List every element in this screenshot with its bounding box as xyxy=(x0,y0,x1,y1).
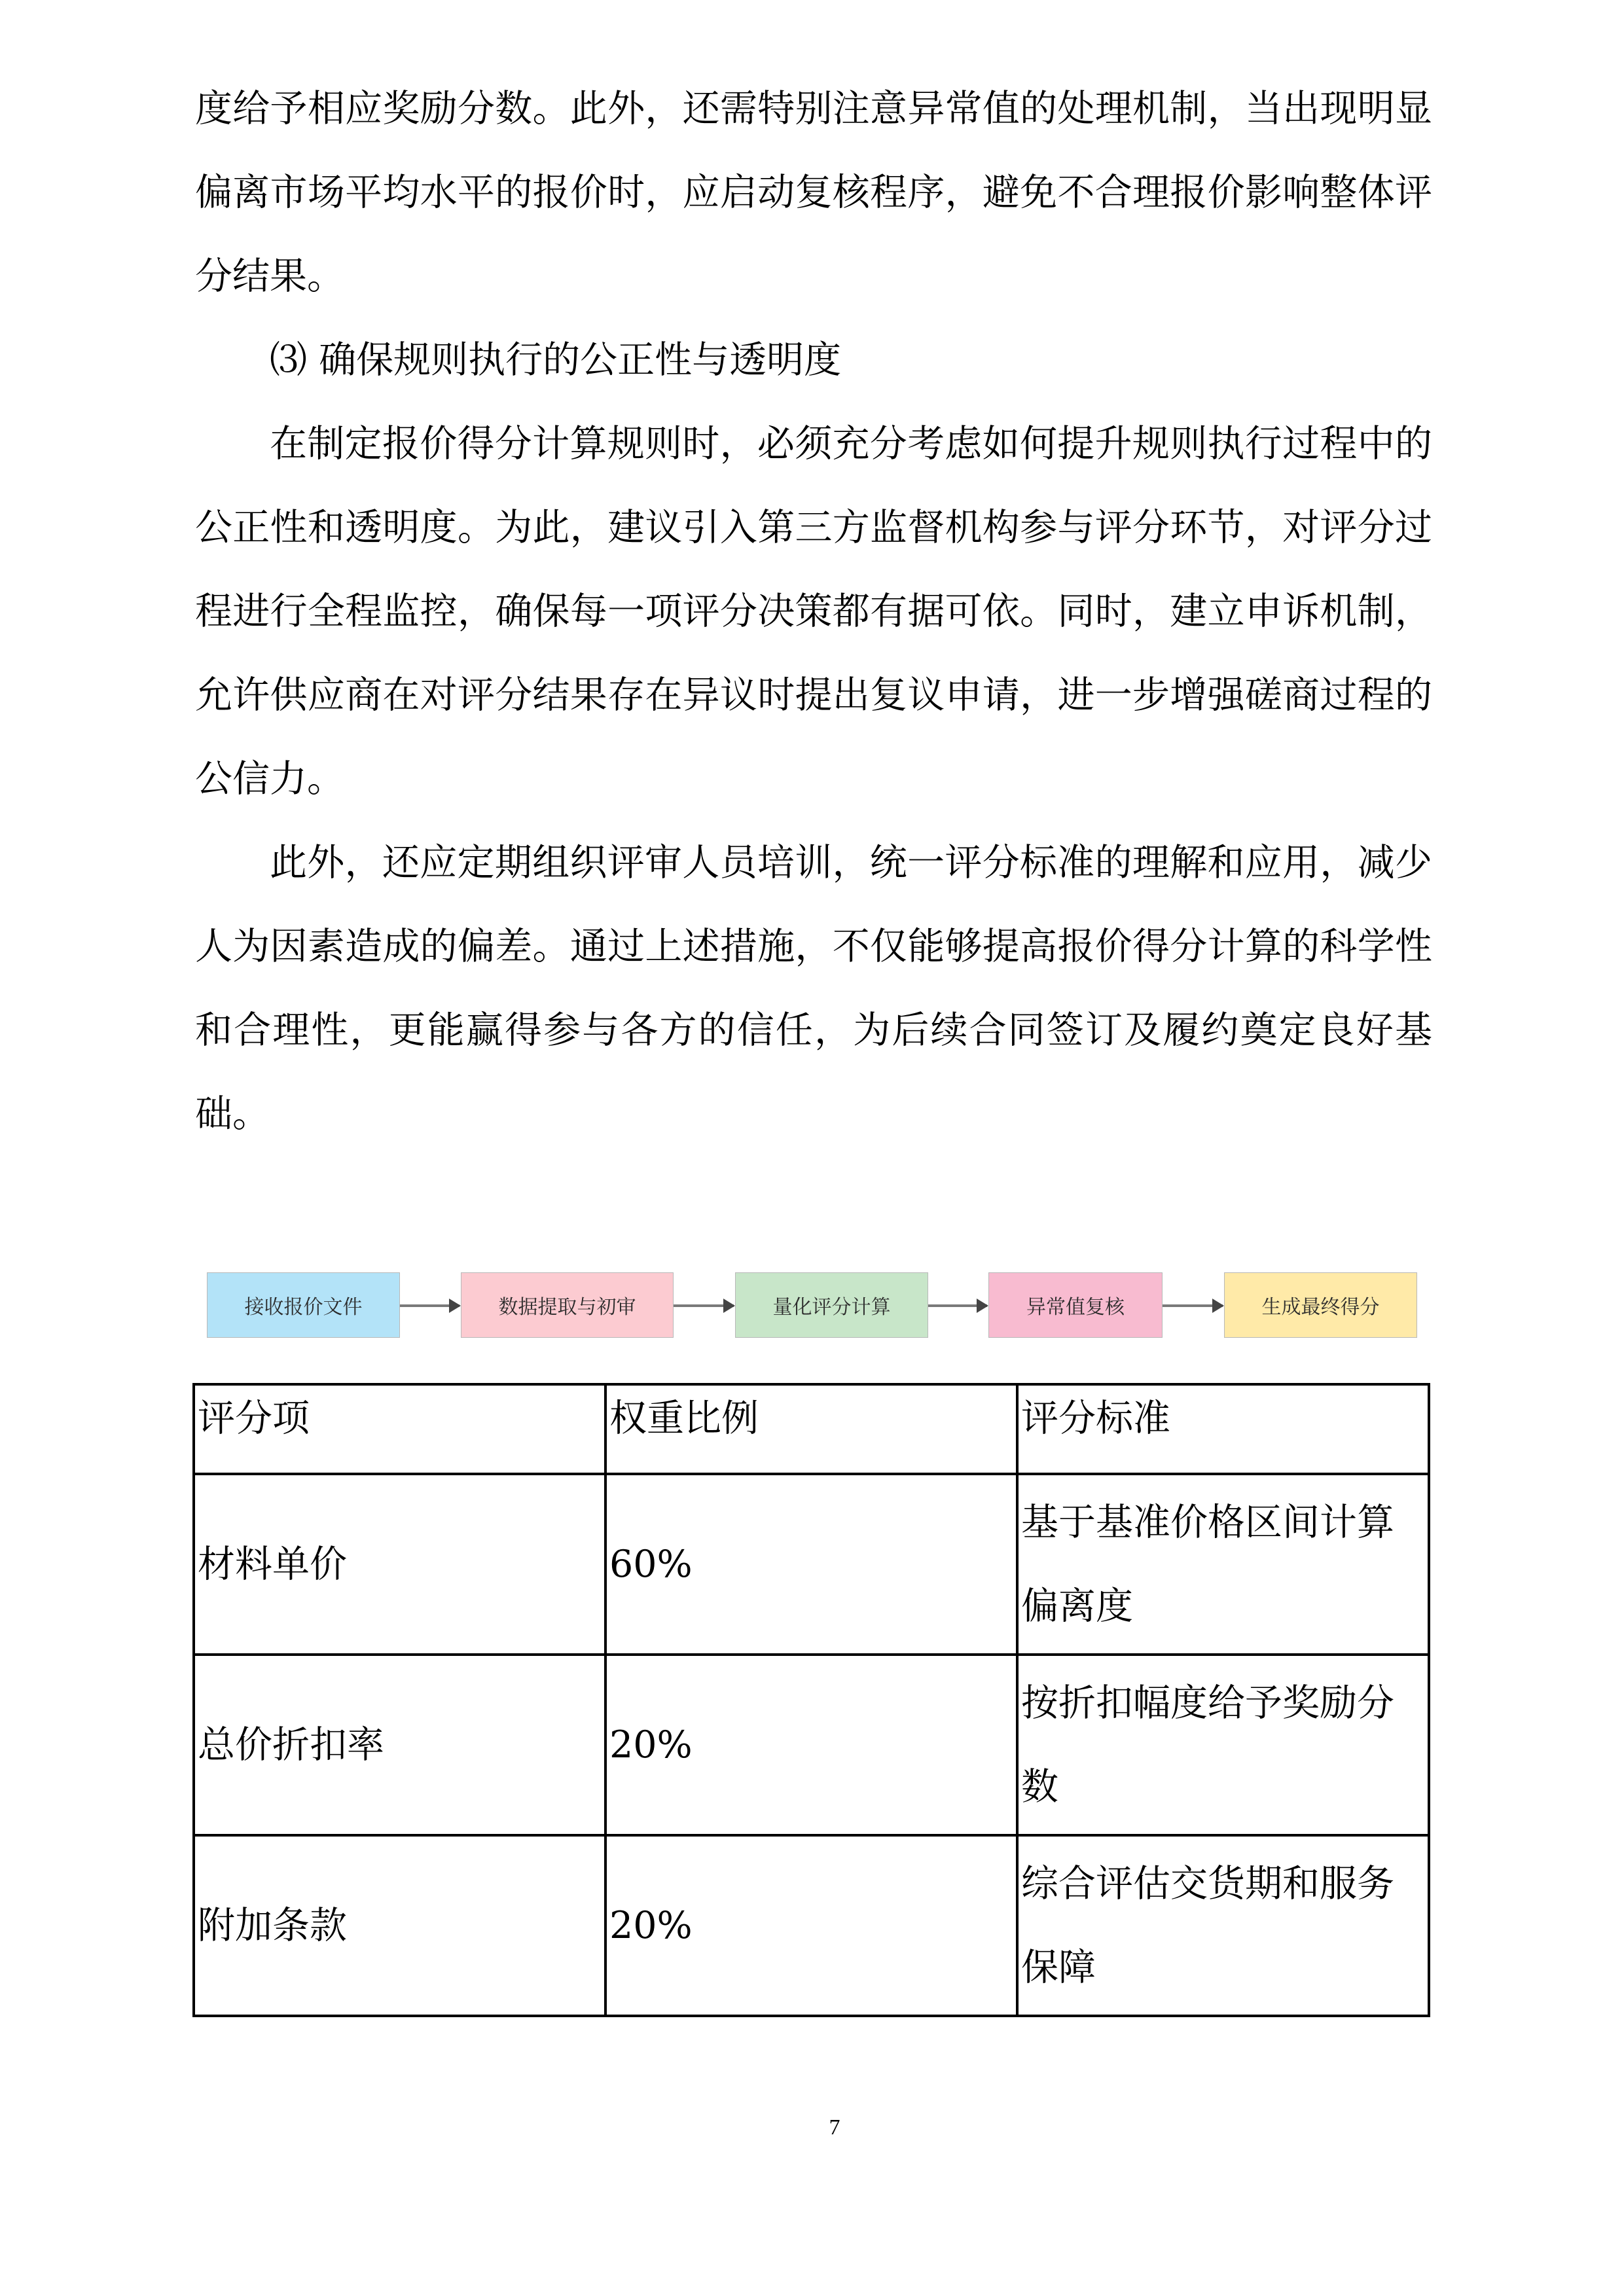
paragraph-text: 在制定报价得分计算规则时，必须充分考虑如何提升规则执行过程中的公正性和透明度。为此，建议引入第三方监督机构参与评分环节，对评分过程进行全程监控，确保每一项评分决策都有据可依。同时，建立申诉机制，允许供应商在对评分结果存在异议时提出复议申请，进一步增强磋商过程的公信力。 xyxy=(195,422,1432,800)
header-cell-item: 评分项 xyxy=(194,1384,605,1474)
flow-step-label: 生成最终得分 xyxy=(1261,1296,1380,1319)
paragraph-continued xyxy=(195,67,1432,318)
header-cell-weight: 权重比例 xyxy=(605,1384,1017,1474)
flow-step-extract xyxy=(461,1272,674,1338)
page-number: 7 xyxy=(829,2115,840,2140)
paragraph-text: 此外，还应定期组织评审人员培训，统一评分标准的理解和应用，减少人为因素造成的偏差。通过上述措施，不仅能够提高报价得分计算的科学性和合理性，更能赢得参与各方的信任，为后续合同签订及履约奠定良好基础。 xyxy=(195,841,1432,1136)
cell-criteria: 综合评估交货期和服务保障 xyxy=(1017,1835,1429,2016)
table-row xyxy=(194,1474,1429,1655)
cell-item: 总价折扣率 xyxy=(194,1655,605,1835)
table-row xyxy=(194,1655,1429,1835)
section-heading-text: ⑶ 确保规则执行的公正性与透明度 xyxy=(270,338,842,382)
cell-weight: 20% xyxy=(605,1835,1017,2016)
arrow-right-icon xyxy=(400,1304,460,1307)
scoring-flowchart xyxy=(0,1272,1624,1339)
table-row xyxy=(194,1835,1429,2016)
cell-criteria: 按折扣幅度给予奖励分数 xyxy=(1017,1655,1429,1835)
arrow-right-icon xyxy=(928,1304,987,1307)
cell-item: 附加条款 xyxy=(194,1835,605,2016)
arrow-right-icon xyxy=(674,1304,734,1307)
scoring-table xyxy=(192,1383,1430,2017)
flow-step-final xyxy=(1224,1272,1417,1338)
table-header-row xyxy=(194,1384,1429,1474)
flow-step-receive xyxy=(207,1272,400,1338)
section-heading xyxy=(195,318,1432,402)
cell-weight: 60% xyxy=(605,1474,1017,1655)
flow-step-label: 数据提取与初审 xyxy=(498,1296,636,1319)
cell-criteria: 基于基准价格区间计算偏离度 xyxy=(1017,1474,1429,1655)
flow-step-label: 异常值复核 xyxy=(1026,1296,1125,1319)
paragraph-training xyxy=(195,821,1432,1156)
paragraph-fairness xyxy=(195,402,1432,821)
arrow-right-icon xyxy=(1163,1304,1223,1307)
flow-step-label: 接收报价文件 xyxy=(244,1296,363,1319)
cell-item: 材料单价 xyxy=(194,1474,605,1655)
header-cell-criteria: 评分标准 xyxy=(1017,1384,1429,1474)
flow-step-calculate xyxy=(735,1272,928,1338)
flow-step-review xyxy=(988,1272,1163,1338)
cell-weight: 20% xyxy=(605,1655,1017,1835)
paragraph-text: 度给予相应奖励分数。此外，还需特别注意异常值的处理机制，当出现明显偏离市场平均水平的报价时，应启动复核程序，避免不合理报价影响整体评分结果。 xyxy=(195,87,1432,298)
flow-step-label: 量化评分计算 xyxy=(772,1296,891,1319)
